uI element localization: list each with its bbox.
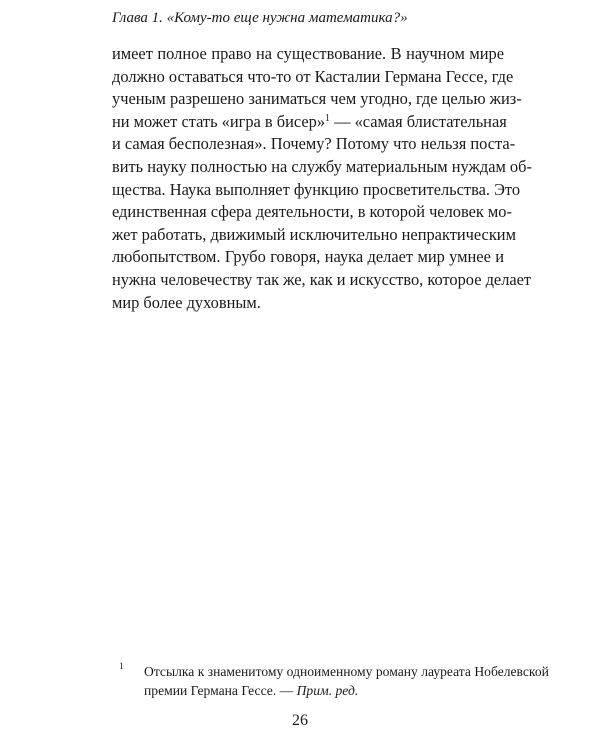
body-line-8: единственная сфера деятельности, в которой человек мо- — [112, 202, 512, 222]
body-line-12: мир более духовным. — [112, 292, 261, 312]
footnote-line-1: Отсылка к знаменитому одноименному роману лауреата Нобелевской — [144, 664, 549, 679]
body-line-7: щества. Наука выполняет функцию просветительства. Это — [112, 179, 521, 199]
body-line-6: вить науку полностью на службу материальным нуждам об- — [112, 156, 532, 176]
footnote — [112, 662, 549, 700]
body-line-1: имеет полное право на существование. В научном мире — [112, 44, 504, 63]
body-line-10: любопытством. Грубо говоря, наука делает мир умнее и — [112, 247, 504, 267]
body-line-11: нужна человечеству так же, как и искусство, которое делает — [112, 269, 532, 289]
body-line-3: ученым разрешено заниматься чем угодно, где целью жиз- — [112, 89, 522, 109]
body-line-4-start: ни может стать «игра в бисер» — [112, 111, 326, 131]
body-paragraph — [112, 43, 532, 314]
footnote-line-2 — [144, 681, 504, 700]
footnote-text — [144, 662, 549, 700]
running-head: Глава 1. «Кому-то еще нужна математика?» — [112, 10, 408, 26]
body-line-9: жет работать, движимый исключительно непрактическим — [112, 224, 516, 244]
body-line-4 — [112, 111, 507, 134]
editor-note: Прим. ред. — [296, 683, 359, 698]
footnote-reference[interactable]: 1 — [325, 112, 331, 124]
page-number: 26 — [292, 712, 308, 729]
body-line-5: и самая бесполезная». Почему? Потому что нельзя поста- — [112, 134, 516, 154]
footnote-mark: 1 — [119, 662, 124, 672]
footnote-line-2-text: премии Германа Гессе. — — [144, 683, 297, 698]
body-line-2: должно оставаться что-то от Касталии Германа Гессе, где — [112, 66, 514, 86]
body-line-4-end: — «самая блистательная — [330, 111, 507, 131]
